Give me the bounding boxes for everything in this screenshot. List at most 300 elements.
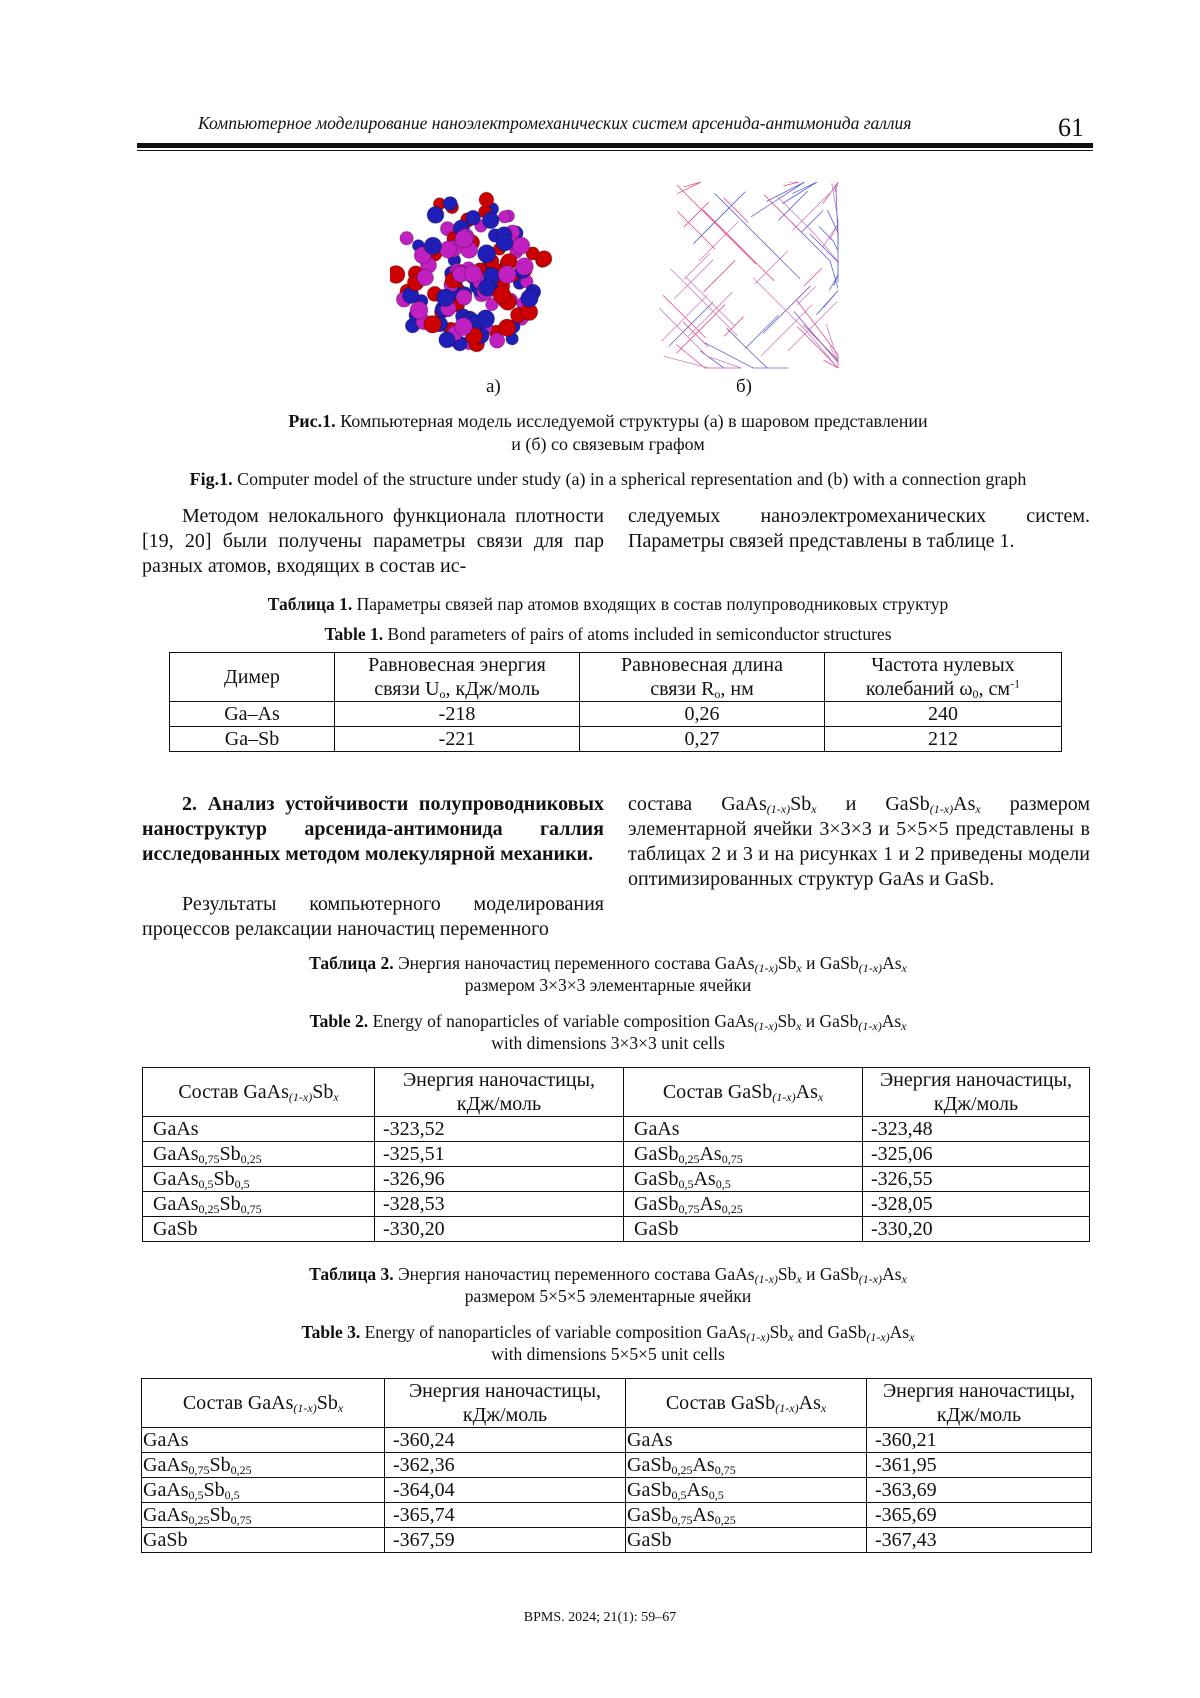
table3-cell-energy: -365,74 [385,1503,626,1528]
table-row [142,1453,1092,1478]
formula-sub: x [337,1401,344,1415]
formula-sub: x [811,802,817,816]
composition-part: 0,25 [198,1202,220,1216]
formula-part: GaAs [247,1392,294,1414]
formula-sub: (1-x) [929,802,954,816]
formula-sub: (1-x) [293,1401,317,1415]
table1-header-energy-sub: o [439,687,446,701]
section2-left-text: Результаты компьютерного моделирования процессов релаксации наночастиц переменного [142,893,604,940]
formula-part: GaSb [819,1011,859,1031]
bond-line [705,343,788,368]
running-header-title: Компьютерное моделирование наноэлектромеханических систем арсенида-антимонида галлия [198,113,912,133]
composition-part: 0,25 [678,1152,700,1166]
formula-part: As [889,1322,910,1342]
table1-header-dimer: Димер [170,653,335,702]
page-number: 61 [1058,113,1084,142]
formula-part: GaSb [730,1392,776,1414]
formula-sub: (1-x) [858,1272,883,1286]
table3-caption-ru [130,1263,1086,1307]
table3-cell-composition [142,1528,385,1553]
composition-part: 0,75 [678,1202,700,1216]
formula-part: GaAs [714,1264,755,1284]
atom-ball [493,286,511,304]
table3-header-comp-b [626,1379,867,1428]
composition-part: 0,5 [224,1488,240,1502]
formula-part: As [882,953,902,973]
composition-part: As [692,1504,715,1526]
table2-cell-composition [624,1167,863,1192]
formula-part: GaSb [819,1264,859,1284]
bond-line [801,210,823,232]
section2-right-word-2: и [845,793,857,815]
composition-part: Sb [219,1193,241,1215]
header-line: Энергия наночастицы, [408,1380,602,1402]
composition-part: 0,75 [188,1463,210,1477]
table1-cell-energy: -218 [335,702,580,727]
table1-cell-dimer: Ga–Sb [170,727,335,752]
atom-ball [439,332,455,348]
table1-header-freq [825,653,1062,702]
header-line: Энергия наночастицы, [879,1069,1073,1091]
composition-part: GaSb [634,1218,679,1240]
table3-caption-en [130,1321,1086,1365]
formula-sub: x [901,961,907,975]
atom-ball [455,230,473,248]
bond-line [703,210,774,281]
figure-caption-ru [130,410,1086,456]
bond-line [764,195,801,232]
table2-cell-composition [143,1142,375,1167]
bond-line [727,328,768,368]
table1-header-energy-unit: , кДж/моль [445,678,540,700]
header-line: кДж/моль [936,1404,1022,1426]
formula-gaassb [714,1011,801,1031]
formula-part: GaSb [885,793,930,815]
table2-cell-composition [624,1117,863,1142]
table3-cell-composition [142,1478,385,1503]
atom-ball [417,269,433,285]
formula-part: GaAs [706,1322,747,1342]
table2-cell-energy: -328,53 [375,1192,624,1217]
table2-caption-en [130,1010,1086,1054]
formula-gasbas [819,1011,906,1031]
composition-part: 0,5 [715,1177,731,1191]
formula-part: Sb [777,1011,797,1031]
formula-part: As [953,793,976,815]
table1-header-length [580,653,825,702]
caption-and: и [806,1264,816,1284]
bond-line [751,182,805,217]
atom-ball [400,232,413,245]
table3-cell-energy: -360,21 [867,1428,1092,1453]
table3-caption-en-text: Energy of nanoparticles of variable composition [364,1322,703,1342]
formula-gaassb [715,953,802,973]
atom-ball [424,237,441,254]
bond-line [755,251,789,285]
composition-part: 0,25 [230,1463,252,1477]
table2-cell-composition [624,1142,863,1167]
composition-part: 0,25 [714,1513,736,1527]
table-row [143,1192,1090,1217]
atom-ball [443,197,457,211]
formula-sub: (1-x) [775,1401,799,1415]
table1-header-length-line1: Равновесная длина [621,654,783,676]
table3-caption-ru-size: размером 5×5×5 элементарные ячейки [464,1286,752,1306]
table3-cell-energy: -367,59 [385,1528,626,1553]
composition-part: GaSb [627,1454,672,1476]
composition-part: 0,75 [230,1513,252,1527]
bond-line [699,222,739,262]
table1-header-freq-line1: Частота нулевых [871,654,1015,676]
table2-cell-composition [143,1192,375,1217]
table2-cell-energy: -328,05 [863,1192,1090,1217]
composition-part: 0,25 [721,1202,743,1216]
table3-cell-composition [142,1428,385,1453]
atom-ball [410,301,428,319]
formula-part: Sb [777,1264,797,1284]
formula-part: Sb [312,1081,334,1103]
table3-cell-composition [142,1453,385,1478]
formula-sub: x [796,1019,802,1033]
bond-line [676,345,725,369]
table3-header-comp-a [142,1379,385,1428]
bond-line [677,182,701,194]
header-word: Состав [182,1392,243,1414]
formula-sub: x [796,1272,802,1286]
table2-header-comp-a [143,1068,375,1117]
formula-sub: x [820,1401,827,1415]
header-rule [137,143,1093,148]
formula-gaassb [715,1264,802,1284]
bond-line [783,182,799,186]
formula-sub: (1-x) [746,1330,770,1344]
composition-part: Sb [209,1504,231,1526]
atom-ball [499,319,516,336]
composition-part: 0,25 [188,1513,210,1527]
table1-caption-ru [130,593,1086,615]
figure-caption-ru-text-1: Компьютерная модель исследуемой структуры (а) в шаровом представлении [340,411,928,431]
atom-ball [464,265,482,283]
composition-part: As [693,1168,716,1190]
caption-and: and [797,1322,824,1342]
composition-part: Sb [219,1143,241,1165]
bond-line [676,305,725,354]
formula-sub: x [909,1330,915,1344]
table3-cell-composition [142,1503,385,1528]
header-line: кДж/моль [933,1093,1019,1115]
bond-line [677,185,757,264]
table3-cell-composition [626,1428,867,1453]
composition-part: 0,5 [198,1177,214,1191]
bond-line [674,260,713,299]
table1-header-length-line2: связи R [650,678,715,700]
table1-cell-freq: 240 [825,702,1062,727]
composition-part: 0,75 [671,1513,693,1527]
table3-cell-composition [626,1453,867,1478]
bond-line [804,268,822,286]
formula-sub: (1-x) [754,1019,778,1033]
table2-caption-ru-size: размером 3×3×3 элементарные ячейки [464,975,752,995]
composition-part: GaAs [153,1143,199,1165]
bond-line [824,360,839,368]
composition-part: As [686,1479,709,1501]
table2-cell-energy: -325,51 [375,1142,624,1167]
composition-part: GaAs [143,1454,189,1476]
table1-header-freq-line2: колебаний ω [865,678,973,700]
table2-header-comp-b [624,1068,863,1117]
composition-part: 0,5 [188,1488,204,1502]
atom-ball [478,245,496,263]
table3-caption-ru-text: Энергия наночастиц переменного состава [398,1264,711,1284]
formula-part: As [881,1011,902,1031]
composition-part: GaAs [143,1429,189,1451]
composition-part: GaAs [143,1479,189,1501]
table3-cell-composition [626,1528,867,1553]
figure-label-a: а) [486,376,501,397]
header-word: Состав [178,1081,239,1103]
table3-cell-energy: -360,24 [385,1428,626,1453]
formula-sub: (1-x) [754,961,778,975]
bond-line [688,292,732,336]
formula-sub: x [901,1019,907,1033]
table1-header-energy [335,653,580,702]
composition-part: 0,75 [198,1152,220,1166]
composition-part: 0,25 [240,1152,262,1166]
composition-part: 0,75 [721,1152,743,1166]
bond-line [777,196,838,262]
atom-ball [498,211,510,223]
composition-part: 0,75 [714,1463,736,1477]
formula-gaassb [721,793,816,815]
composition-part: GaSb [634,1193,679,1215]
formula-part: GaSb [727,1081,773,1103]
table2-caption-ru-text: Энергия наночастиц переменного состава [398,953,711,973]
formula-sub: (1-x) [754,1272,778,1286]
composition-part: GaAs [143,1504,189,1526]
table-3 [141,1378,1092,1553]
formula-sub: (1-x) [766,802,791,816]
table3-caption-en-label: Table 3. [301,1322,361,1342]
atom-ball [513,237,530,254]
composition-part: GaAs [627,1429,673,1451]
table2-header-row [143,1068,1090,1117]
formula-sub: (1-x) [288,1090,313,1104]
table-row [142,1428,1092,1453]
table-row [170,727,1062,752]
table-row [142,1503,1092,1528]
section2-heading: 2. Анализ устойчивости полупроводниковых наноструктур арсенида-антимонида галлия исследованных методом молекулярной механики. [142,793,604,865]
composition-part: Sb [209,1454,231,1476]
composition-part: Sb [213,1168,235,1190]
table1-caption-en-text: Bond parameters of pairs of atoms included in semiconductor structures [387,624,892,644]
section2-right-word-3: размером элементарной ячейки 3×3×3 и 5×5×5 представлены в таблицах 2 и 3 и на рисунках 1 и 2 приведены модели оптимизированных структур GaAs и GaSb. [628,793,1091,890]
atom-ball [496,234,513,251]
composition-part: GaAs [153,1193,199,1215]
atom-ball [390,266,405,284]
formula-part: GaSb [819,953,859,973]
table-row [142,1528,1092,1553]
bond-line [663,295,706,338]
composition-part: As [699,1143,722,1165]
formula-sub: (1-x) [772,1090,796,1104]
table1-header-energy-line2: связи U [374,678,440,700]
bond-line [797,286,816,305]
bond-line [684,202,709,227]
formula-sub: x [975,802,981,816]
formula-sub: x [796,961,802,975]
table1-cell-length: 0,26 [580,702,825,727]
intro-paragraph-right: следуемых наноэлектромеханических систем. Параметры связей представлены в таблице 1. [628,505,1090,552]
header-line: кДж/моль [456,1093,542,1115]
table2-cell-energy: -325,06 [863,1142,1090,1167]
table-row [143,1142,1090,1167]
formula-gasbas [820,1264,907,1284]
table2-header-energy-a [375,1068,624,1117]
table2-cell-energy: -323,48 [863,1117,1090,1142]
header-rule-thin [137,150,1093,151]
composition-part: 0,5 [678,1177,694,1191]
table3-header-energy-b [867,1379,1092,1428]
table2-cell-energy: -326,96 [375,1167,624,1192]
table2-caption-en-text: Energy of nanoparticles of variable composition [372,1011,710,1031]
table2-caption-en-label: Table 2. [309,1011,369,1031]
composition-part: As [699,1193,722,1215]
atom-ball [455,318,473,336]
table2-cell-composition [624,1217,863,1242]
table2-cell-energy: -326,55 [863,1167,1090,1192]
table1-header-row [170,653,1062,702]
table3-header-row [142,1379,1092,1428]
formula-gasbas [885,793,980,815]
figure-caption-en [130,469,1086,490]
formula-gasbas [827,1322,914,1342]
formula-part: GaAs [714,953,755,973]
figure-1 [390,182,850,372]
bond-line [684,253,710,279]
table1-caption-en-label: Table 1. [324,624,384,644]
table-row [143,1117,1090,1142]
formula-sub: x [901,1272,907,1286]
composition-part: GaAs [153,1168,199,1190]
formula-part: As [798,1392,821,1414]
footer-citation: BPMS. 2024; 21(1): 59–67 [523,1610,677,1625]
formula-part: GaAs [714,1011,755,1031]
formula-sub: (1-x) [858,961,883,975]
table2-caption-ru [130,952,1086,996]
atom-ball [516,258,534,276]
formula-part: Sb [316,1392,338,1414]
atom-ball [456,290,472,306]
bond-line [778,191,807,220]
formula-part: Sb [790,793,812,815]
bond-line [797,300,838,368]
bond-graph-image [659,182,838,368]
figure-caption-ru-label: Рис.1. [288,411,336,431]
table-1 [169,652,1062,752]
bond-line [761,305,812,356]
composition-part: 0,5 [671,1488,687,1502]
table-row [142,1478,1092,1503]
header-word: Состав [662,1081,723,1103]
bond-line [792,186,837,231]
formula-part: GaAs [243,1081,289,1103]
table3-header-energy-a [385,1379,626,1428]
table1-cell-energy: -221 [335,727,580,752]
bond-line [797,327,838,368]
table3-cell-energy: -361,95 [867,1453,1092,1478]
formula-part: GaAs [721,793,767,815]
composition-part: GaSb [143,1529,188,1551]
table2-cell-composition [143,1217,375,1242]
table2-cell-energy: -323,52 [375,1117,624,1142]
header-word: Состав [665,1392,726,1414]
formula-part: As [882,1264,902,1284]
composition-part: GaSb [634,1143,679,1165]
composition-part: 0,75 [240,1202,262,1216]
table1-header-freq-sub: 0 [972,687,979,701]
formula-gasbas [820,953,907,973]
formula-gaassb [706,1322,793,1342]
bond-line [662,295,708,341]
atom-ball [427,207,444,224]
formula-part: GaSb [827,1322,867,1342]
composition-part: GaSb [627,1529,672,1551]
table2-cell-energy: -330,20 [863,1217,1090,1242]
formula-sub: x [817,1090,824,1104]
section2-right-word-1: состава [628,793,693,815]
atom-ball [437,289,455,307]
table3-caption-en-size: with dimensions 5×5×5 unit cells [491,1344,725,1364]
table3-cell-energy: -367,43 [867,1528,1092,1553]
figure-caption-ru-text-2: и (б) со связевым графом [511,434,705,454]
composition-part: GaSb [627,1504,672,1526]
table1-header-energy-line1: Равновесная энергия [368,654,546,676]
atom-ball [482,212,499,229]
table1-caption-en [130,623,1086,645]
composition-part: 0,5 [234,1177,250,1191]
figure-caption-en-text: Computer model of the structure under study (a) in a spherical representation and (b) with a connection graph [237,469,1027,489]
table-2 [142,1067,1090,1242]
composition-part: As [692,1454,715,1476]
bond-line [664,356,742,368]
atom-ball [440,241,457,258]
table3-cell-composition [626,1478,867,1503]
table1-cell-length: 0,27 [580,727,825,752]
bond-line [693,192,745,244]
table3-caption-ru-label: Таблица 3. [309,1264,394,1284]
intro-paragraph-left: Методом нелокального функционала плотности [19, 20] были получены параметры связи для пар разных атомов, входящих в состав ис- [142,505,604,577]
table2-header-energy-b [863,1068,1090,1117]
atom-ball [424,316,441,333]
table2-caption-ru-label: Таблица 2. [309,953,394,973]
composition-part: 0,5 [708,1488,724,1502]
atom-ball [477,310,495,328]
composition-part: GaSb [153,1218,198,1240]
figure-caption-en-label: Fig.1. [189,469,233,489]
table1-cell-dimer: Ga–As [170,702,335,727]
atom-ball [479,192,494,207]
bond-line [686,277,735,326]
formula-sub: (1-x) [858,1019,882,1033]
composition-part: Sb [203,1479,225,1501]
section2-right-text [628,792,1090,892]
table3-cell-energy: -364,04 [385,1478,626,1503]
formula-sub: x [333,1090,339,1104]
header-line: Энергия наночастицы, [402,1069,596,1091]
table3-cell-composition [626,1503,867,1528]
formula-part: Sb [769,1322,789,1342]
table1-header-length-unit: , нм [720,678,754,700]
